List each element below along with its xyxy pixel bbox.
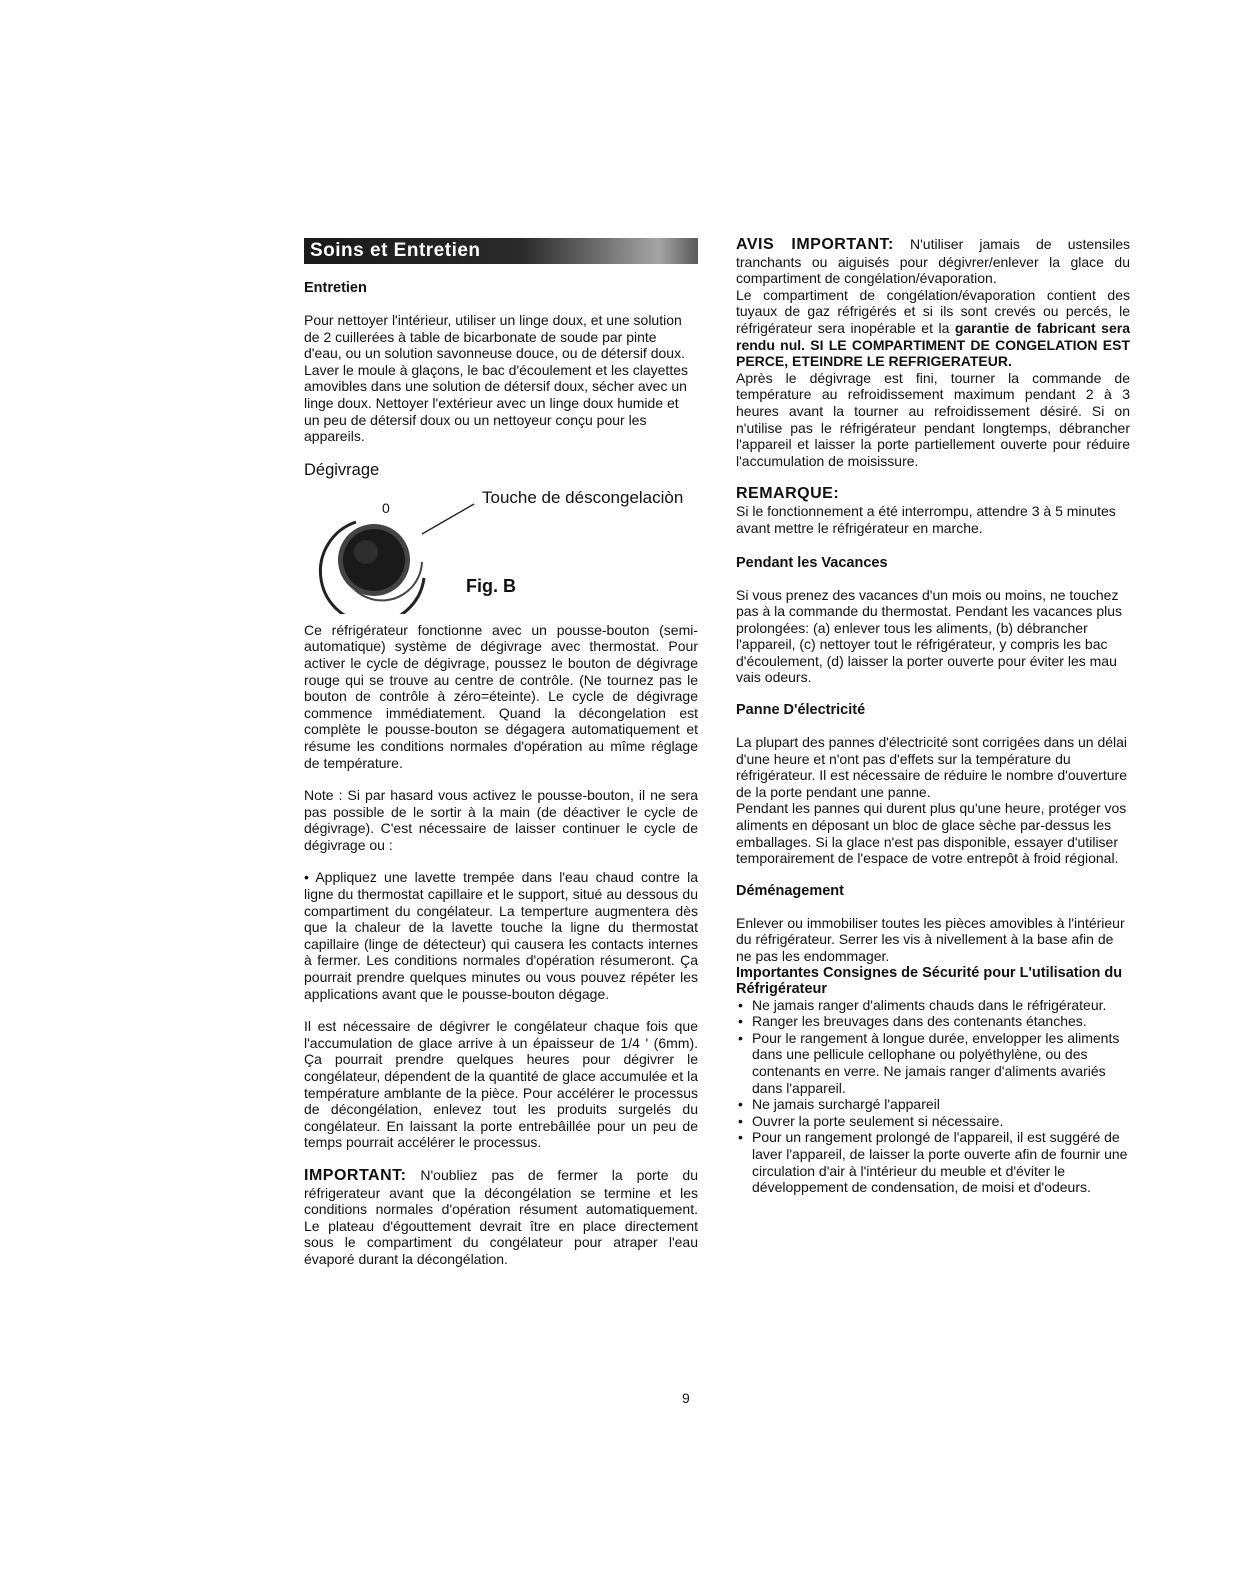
figure-b: [304, 487, 698, 614]
degivrage-note: Note : Si par hasard vous activez le pousse-bouton, il ne sera pas possible de le sortir à la main (de déactiver le cycle de dégivrage). C'est nécessaire de laisser continuer le cycle de dégivrage ou :: [304, 787, 698, 853]
dial-zero-label: 0: [382, 499, 390, 516]
figure-caption: Fig. B: [466, 575, 516, 596]
defrost-button-label: Touche de déscongelaciòn: [482, 487, 684, 507]
avis-text-1: N'utiliser jamais de ustensiles tranchants ou aiguisés pour dégivrer/enlever la glace du compartiment de congélation/évaporation.: [736, 236, 1130, 287]
consignes-list: [736, 997, 1130, 1196]
degivrage-heading: Dégivrage: [304, 460, 380, 479]
entretien-text: Pour nettoyer l'intérieur, utiliser un linge doux, et une solution de 2 cuillerées à table de bicarbonate de soude par pinte d'eau, ou un solution savonneuse douce, ou de détersif doux. Laver le moule à glaçons, le bac d'écoulement et les clayettes amovibles dans une solution de détersif doux, sécher avec un linge doux. Nettoyer l'extérieur avec un linge doux humide et un peu de détersif doux ou un nettoyeur conçu pour les appareils.: [304, 312, 689, 445]
degivrage-paragraph-2: Il est nécessaire de dégivrer le congélateur chaque fois que l'accumulation de glace arrive à un épaisseur de 1/4 ' (6mm). Ça pourrait prendre quelques heures pour dégivrer le congélateur, dépendent de la quantité de glace accumulée et la température amblante de la pièce. Pour accélérer le processus de décongélation, enlevez tout les produits surgelés du congélateur. En laissant la porte entrebâillée pour un peu de temps pourrait accélérer le processus.: [304, 1018, 698, 1151]
avis-paragraph-2: [736, 287, 1130, 370]
important-paragraph: [304, 1167, 698, 1268]
list-item: • Ouvrer la porte seulement si nécessaire.: [736, 1113, 1130, 1130]
right-column: [736, 236, 1130, 1196]
panne-heading: Panne D'électricité: [736, 702, 866, 719]
avis-paragraph-3: Après le dégivrage est fini, tourner la commande de température au refroidissement maximum pendant 2 à 3 heures avant la tourner au refroidissement désiré. Si on n'utilise pas le réfrigérateur pendant longtemps, débrancher l'appareil et laisser la porte partiellement ouverte pour réduire l'accumulation de moisissure.: [736, 369, 1130, 469]
section-banner: Soins et Entretien: [304, 238, 698, 264]
list-item: • Ranger les breuvages dans des contenants étanches.: [736, 1013, 1130, 1030]
avis-label: AVIS IMPORTANT:: [736, 236, 894, 253]
important-label: IMPORTANT:: [304, 1166, 407, 1184]
list-item: • Ne jamais surchargé l'appareil: [736, 1096, 1130, 1113]
vacances-text: Si vous prenez des vacances d'un mois ou moins, ne touchez pas à la commande du thermostat. Pendant les vacances plus prolongées: (a) enlever tous les aliments, (b) débrancher l'appareil, (c) nettoyer tout le réfrigérateur, y compris les bac d'écoulement, (d) laisser la porter ouverte pour éviter les mau vais odeurs.: [736, 586, 1122, 686]
important-text: N'oubliez pas de fermer la porte du réfrigerateur avant que la décongélation se termine et les conditions normales d'opération résument automatiquement. Le plateau d'égouttement devrait ître en place directement sous le compartiment du congélateur pour atraper l'eau évaporé durant la décongélation.: [304, 1166, 698, 1267]
degivrage-paragraph-1: Ce réfrigérateur fonctionne avec un pousse-bouton (semi-automatique) système de dégivrage avec thermostat. Pour activer le cycle de dégivrage, poussez le bouton de dégivrage rouge qui se trouve au centre de contrôle. (Ne tournez pas le bouton de contrôle à zéro=éteinte). Le cycle de dégivrage commence immédiatement. Quand la décongelation est complète le pousse-bouton se dégagera automatiquement et résume les conditions normales d'opération au mîme réglage de température.: [304, 621, 698, 771]
vacances-heading: Pendant les Vacances: [736, 554, 888, 571]
panne-text-1: La plupart des pannes d'électricité sont corrigées dans un délai d'une heure et n'ont pas d'effets sur la température du réfrigérateur. Il est nécessaire de réduire le nombre d'ouverture de la porte pendant une panne.: [736, 734, 1128, 800]
list-item: • Pour le rangement à longue durée, envelopper les aliments dans une pellicule cellophane ou polyéthylène, ou des contenants en verre. Ne jamais ranger d'aliments avariés dans l'appareil.: [736, 1030, 1130, 1096]
avis-warning: garantie de fabricant sera rendu nul. SI LE COMPARTIMENT DE CONGELATION EST PERCE, ETEINDRE LE REFRIGERATEUR.: [736, 319, 1130, 370]
list-item: • Pour un rangement prolongé de l'appareil, il est suggéré de laver l'appareil, de laisser la porte ouverte afin de fournir une circulation d'air à l'intérieur du meuble et d'éviter le développement de condensation, de moisi et d'odeurs.: [736, 1129, 1130, 1195]
left-column: [304, 236, 698, 1268]
list-item: • Ne jamais ranger d'aliments chauds dans le réfrigérateur.: [736, 997, 1130, 1014]
panne-text-2: Pendant les pannes qui durent plus qu'une heure, protéger vos aliments en déposant un bloc de glace sèche par-dessus les emballages. Si la glace n'est pas disponible, essayer d'utiliser temporairement de l'espace de votre entrepôt à froid régional.: [736, 800, 1127, 867]
consignes-heading: Importantes Consignes de Sécurité pour L'utilisation du Réfrigérateur: [736, 964, 1123, 997]
demenagement-heading: Déménagement: [736, 882, 844, 899]
remarque-heading: REMARQUE:: [736, 485, 840, 503]
degivrage-bullet: • Appliquez une lavette trempée dans l'eau chaud contre la ligne du thermostat capillaire et le support, situé au dessous du compartiment du congélateur. La temperture augmentera dès que la chaleur de la lavette touche la ligne du thermostat capillaire (linge de détecteur) qui causera les contacts internes à fermer. Les conditions normales d'opération résumeront. Ça pourrait prendre quelques minutes ou vous pouvez répéter les applications avant que le pousse-bouton dégage.: [304, 869, 698, 1002]
entretien-heading: Entretien: [304, 280, 367, 296]
avis-paragraph: [736, 236, 1130, 287]
remarque-text: Si le fonctionnement a été interrompu, attendre 3 à 5 minutes avant mettre le réfrigérateur en marche.: [736, 503, 1116, 536]
demenagement-text: Enlever ou immobiliser toutes les pièces amovibles à l'intérieur du réfrigérateur. Serrer les vis à nivellement à la base afin de ne pas les endommager.: [736, 914, 1125, 964]
page-number: 9: [682, 1390, 690, 1406]
avis-text-2: Le compartiment de congélation/évaporation contient des tuyaux de gaz réfrigérés et si ils sont crevés ou percés, le réfrigérateur sera inopérable et la: [736, 286, 1130, 336]
